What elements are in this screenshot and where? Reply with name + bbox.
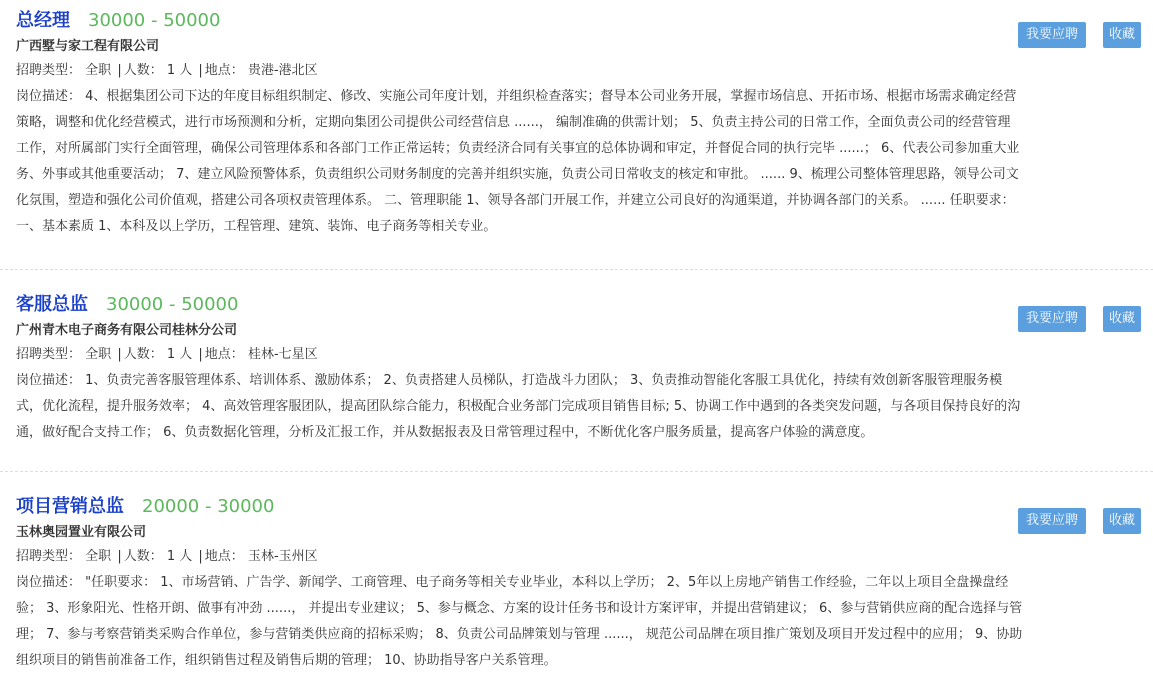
job-header bbox=[16, 290, 1023, 318]
job-actions bbox=[1018, 306, 1141, 332]
apply-button[interactable]: 我要应聘 bbox=[1018, 306, 1086, 332]
job-count: 1 人 bbox=[166, 549, 193, 564]
job-item bbox=[0, 270, 1153, 472]
job-count: 1 人 bbox=[166, 63, 193, 78]
apply-button[interactable]: 我要应聘 bbox=[1018, 22, 1086, 48]
company-name[interactable]: 广州青木电子商务有限公司桂林分公司 bbox=[16, 323, 238, 338]
job-meta bbox=[16, 544, 1023, 570]
job-salary: 20000 - 30000 bbox=[142, 496, 275, 517]
location-label: 地点： bbox=[204, 347, 244, 362]
job-type: 全职 bbox=[85, 549, 112, 564]
company-name[interactable]: 广西墅与家工程有限公司 bbox=[16, 39, 160, 54]
divider: | bbox=[117, 347, 122, 362]
job-item bbox=[0, 472, 1153, 674]
collect-button[interactable]: 收藏 bbox=[1103, 508, 1141, 534]
location-label: 地点： bbox=[204, 549, 244, 564]
count-label: 人数： bbox=[123, 63, 163, 78]
count-label: 人数： bbox=[123, 347, 163, 362]
divider: | bbox=[198, 549, 203, 564]
job-header bbox=[16, 6, 1023, 34]
job-title[interactable]: 总经理 bbox=[16, 10, 70, 31]
job-type: 全职 bbox=[85, 347, 112, 362]
apply-button[interactable]: 我要应聘 bbox=[1018, 508, 1086, 534]
type-label: 招聘类型： bbox=[16, 549, 82, 564]
job-description bbox=[16, 570, 1023, 674]
job-meta bbox=[16, 58, 1023, 84]
collect-button[interactable]: 收藏 bbox=[1103, 306, 1141, 332]
desc-label: 岗位描述： bbox=[16, 89, 82, 104]
count-label: 人数： bbox=[123, 549, 163, 564]
company-name[interactable]: 玉林奥园置业有限公司 bbox=[16, 525, 147, 540]
desc-text: 1、负责完善客服管理体系、培训体系、激励体系； 2、负责搭建人员梯队，打造战斗力团队； 3、负责推动智能化客服工具优化，持续有效创新客服管理服务模式，优化流程，提升服务效率； 4、高效管理客服团队，提高团队综合能力，积极配合业务部门完成项目销售目标; 5、协调工作中遇到的各类突发问题，与各项目保持良好的沟通，做好配合支持工作； 6、负责数据化管理，分析及汇报工作，并从数据报表及日常管理过程中，不断优化客户服务质量，提高客户体验的满意度。 bbox=[16, 373, 1021, 440]
job-salary: 30000 - 50000 bbox=[106, 294, 239, 315]
desc-text: "任职要求： 1、市场营销、广告学、新闻学、工商管理、电子商务等相关专业毕业，本科以上学历； 2、5年以上房地产销售工作经验，二年以上项目全盘操盘经验； 3、形象阳光、性格开朗、做事有冲劲 ......， 并提出专业建议； 5、参与概念、方案的设计任务书和设计方案评审，并提出营销建议； 6、参与营销供应商的配合选择与管理； 7、参与考察营销类采购合作单位，参与营销类供应商的招标采购； 8、负责公司品牌策划与管理 ......， 规范公司品牌在项目推广策划及项目开发过程中的应用； 9、协助组织项目的销售前准备工作，组织销售过程及销售后期的管理； 10、协助指导客户关系管理。 bbox=[16, 575, 1023, 668]
divider: | bbox=[198, 63, 203, 78]
desc-label: 岗位描述： bbox=[16, 575, 82, 590]
job-title[interactable]: 客服总监 bbox=[16, 294, 88, 315]
type-label: 招聘类型： bbox=[16, 63, 82, 78]
job-salary: 30000 - 50000 bbox=[88, 10, 221, 31]
job-header bbox=[16, 492, 1023, 520]
job-description bbox=[16, 84, 1023, 240]
desc-label: 岗位描述： bbox=[16, 373, 82, 388]
job-item bbox=[0, 0, 1153, 270]
job-type: 全职 bbox=[85, 63, 112, 78]
job-meta bbox=[16, 342, 1023, 368]
desc-text: 4、根据集团公司下达的年度目标组织制定、修改、实施公司年度计划，并组织检查落实；督导本公司业务开展，掌握市场信息、开拓市场、根据市场需求确定经营策略，调整和优化经营模式，进行市场预测和分析，定期向集团公司提供公司经营信息 ......， 编制准确的供需计划； 5、负责主持公司的日常工作，全面负责公司的经营管理工作，对所属部门实行全面管理，确保公司管理体系和各部门工作正常运转；负责经济合同有关事宜的总体协调和审定，并督促合同的执行完毕 ......； 6、代表公司参加重大业务、外事或其他重要活动； 7、建立风险预警体系，负责组织公司财务制度的完善并组织实施，负责公司日常收支的核定和审批。 ...... 9、梳理公司整体管理思路，领导公司文化氛围，塑造和强化公司价值观，搭建公司各项权责管理体系。 二、管理职能 1、领导各部门开展工作，并建立公司良好的沟通渠道，并协调各部门的关系。 ...... 任职要求： 一、基本素质 1、本科及以上学历，工程管理、建筑、装饰、电子商务等相关专业。 bbox=[16, 89, 1020, 234]
job-location: 桂林-七星区 bbox=[247, 347, 318, 362]
collect-button[interactable]: 收藏 bbox=[1103, 22, 1141, 48]
job-location: 玉林-玉州区 bbox=[247, 549, 318, 564]
divider: | bbox=[198, 347, 203, 362]
type-label: 招聘类型： bbox=[16, 347, 82, 362]
divider: | bbox=[117, 63, 122, 78]
job-count: 1 人 bbox=[166, 347, 193, 362]
job-title[interactable]: 项目营销总监 bbox=[16, 496, 124, 517]
job-actions bbox=[1018, 508, 1141, 534]
divider: | bbox=[117, 549, 122, 564]
job-description bbox=[16, 368, 1023, 446]
job-actions bbox=[1018, 22, 1141, 48]
location-label: 地点： bbox=[204, 63, 244, 78]
job-location: 贵港-港北区 bbox=[247, 63, 318, 78]
